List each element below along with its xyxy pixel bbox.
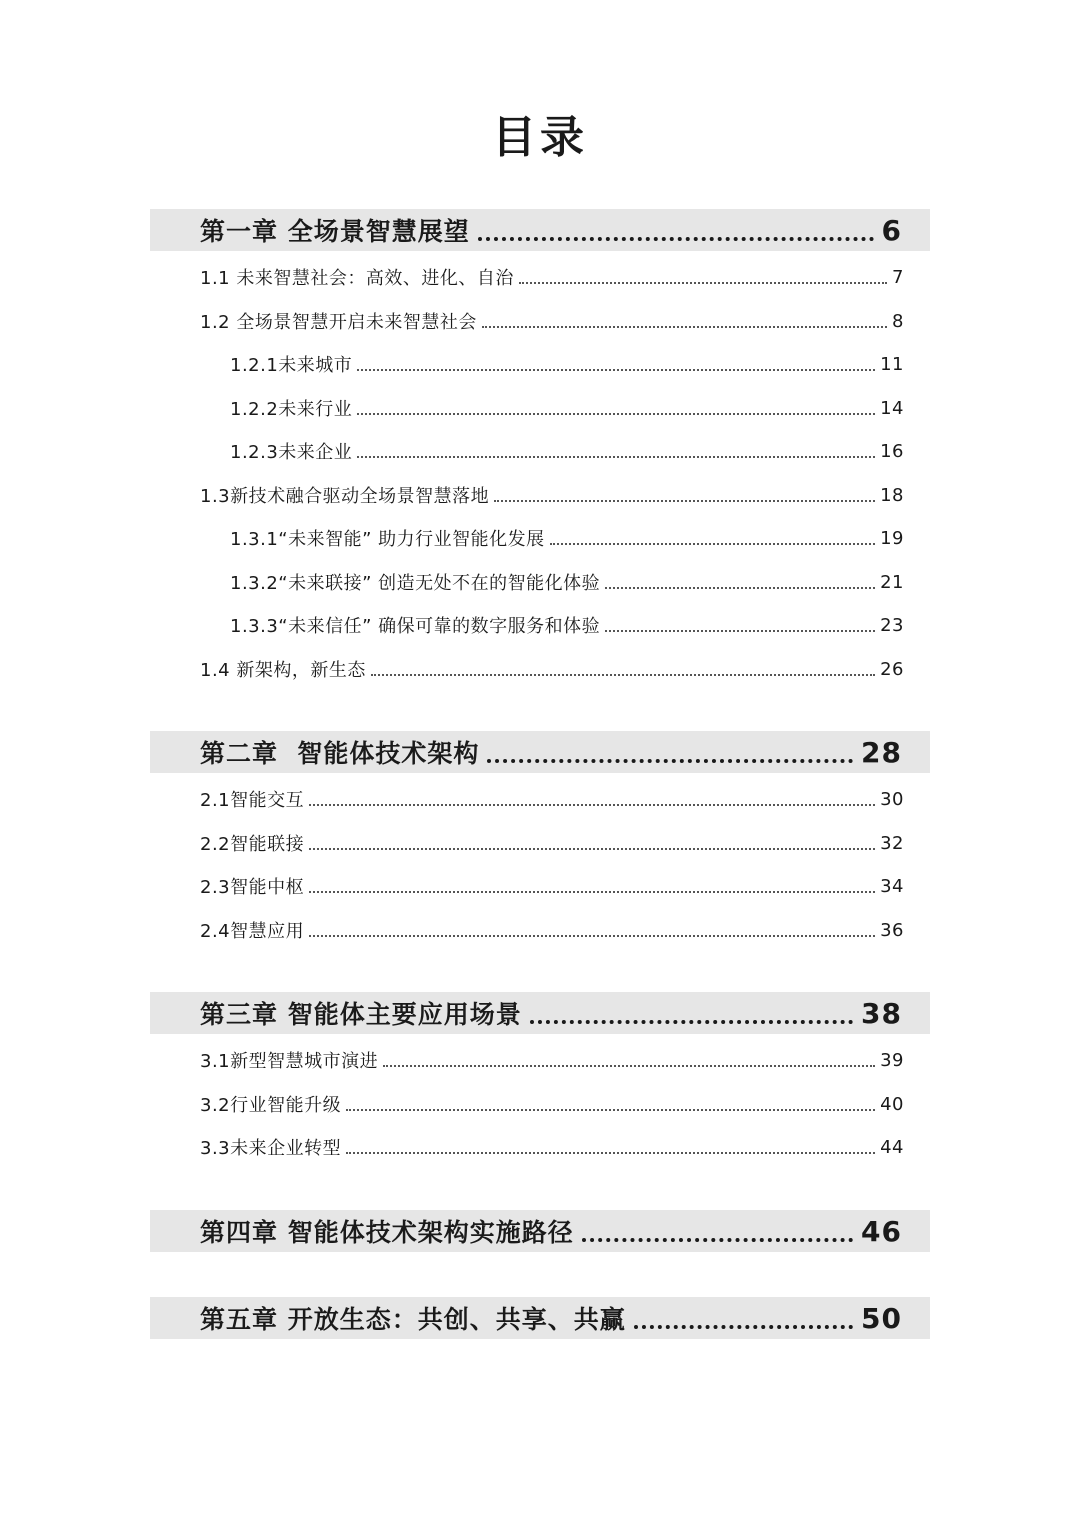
toc-entry-label: 1.2 全场景智慧开启未来智慧社会 bbox=[200, 312, 477, 333]
toc-entry-page: 18 bbox=[880, 484, 904, 506]
chapter-title: 第四章 智能体技术架构实施路径 bbox=[200, 1218, 574, 1247]
toc-entry-label: 1.3新技术融合驱动全场景智慧落地 bbox=[200, 486, 490, 507]
toc-entry-label: 1.4 新架构，新生态 bbox=[200, 660, 366, 681]
toc-entry-page: 39 bbox=[880, 1049, 904, 1071]
toc-entry[interactable] bbox=[200, 1089, 904, 1119]
chapter-title: 第三章 智能体主要应用场景 bbox=[200, 1000, 522, 1029]
toc-entry-label: 1.3.2“未来联接” 创造无处不在的智能化体验 bbox=[230, 573, 601, 594]
chapter-heading-4[interactable] bbox=[150, 1210, 930, 1252]
toc-entry-label: 3.3未来企业转型 bbox=[200, 1138, 342, 1159]
toc-entry-label: 1.2.3未来企业 bbox=[230, 442, 353, 463]
toc-entry-label: 1.3.1“未来智能” 助力行业智能化发展 bbox=[230, 529, 545, 550]
dot-leader bbox=[309, 935, 875, 937]
chapter-title: 第一章 全场景智慧展望 bbox=[200, 217, 470, 246]
toc-entry-page: 19 bbox=[880, 527, 904, 549]
dot-leader bbox=[478, 237, 874, 241]
toc-entry-page: 34 bbox=[880, 875, 904, 897]
chapter-page-number: 38 bbox=[861, 996, 902, 1030]
dot-leader bbox=[519, 282, 887, 284]
dot-leader bbox=[309, 891, 875, 893]
toc-entry-page: 30 bbox=[880, 788, 904, 810]
toc-entry-label: 3.1新型智慧城市演进 bbox=[200, 1051, 379, 1072]
chapter-heading-2[interactable] bbox=[150, 731, 930, 773]
toc-entry-page: 8 bbox=[892, 310, 904, 332]
toc-entry-label: 2.2智能联接 bbox=[200, 834, 305, 855]
toc-entry-page: 14 bbox=[880, 397, 904, 419]
toc-entry-label: 1.1 未来智慧社会：高效、进化、自治 bbox=[200, 268, 514, 289]
toc-entry[interactable] bbox=[200, 1045, 904, 1075]
dot-leader bbox=[357, 369, 875, 371]
dot-leader bbox=[346, 1109, 875, 1111]
toc-subentry[interactable] bbox=[230, 610, 904, 640]
toc-entry-label: 1.2.2未来行业 bbox=[230, 399, 353, 420]
page-title: 目录 bbox=[492, 112, 588, 163]
toc-entry-label: 3.2行业智能升级 bbox=[200, 1095, 342, 1116]
toc-entry-page: 23 bbox=[880, 614, 904, 636]
chapter-heading-1[interactable] bbox=[150, 209, 930, 251]
toc-subentry[interactable] bbox=[230, 436, 904, 466]
toc-entry[interactable] bbox=[200, 915, 904, 945]
toc-entry-page: 40 bbox=[880, 1093, 904, 1115]
toc-entry[interactable] bbox=[200, 828, 904, 858]
toc-entry[interactable] bbox=[200, 480, 904, 510]
toc-entry-label: 1.2.1未来城市 bbox=[230, 355, 353, 376]
dot-leader bbox=[582, 1238, 853, 1242]
chapter-page-number: 46 bbox=[861, 1214, 902, 1248]
dot-leader bbox=[530, 1020, 853, 1024]
toc-entry-label: 1.3.3“未来信任” 确保可靠的数字服务和体验 bbox=[230, 616, 601, 637]
toc-entry[interactable] bbox=[200, 306, 904, 336]
dot-leader bbox=[357, 456, 875, 458]
chapter-page-number: 28 bbox=[861, 735, 902, 769]
dot-leader bbox=[309, 848, 875, 850]
dot-leader bbox=[634, 1325, 853, 1329]
dot-leader bbox=[494, 500, 875, 502]
dot-leader bbox=[309, 804, 875, 806]
toc-entry-page: 26 bbox=[880, 658, 904, 680]
dot-leader bbox=[605, 630, 875, 632]
dot-leader bbox=[487, 759, 853, 763]
toc-entry[interactable] bbox=[200, 784, 904, 814]
toc-entry[interactable] bbox=[200, 262, 904, 292]
toc-subentry[interactable] bbox=[230, 567, 904, 597]
toc-entry-page: 32 bbox=[880, 832, 904, 854]
chapter-title: 第二章 智能体技术架构 bbox=[200, 739, 480, 768]
toc-entry-page: 44 bbox=[880, 1136, 904, 1158]
dot-leader bbox=[371, 674, 875, 676]
toc-subentry[interactable] bbox=[230, 523, 904, 553]
toc-entry-page: 11 bbox=[880, 353, 904, 375]
toc-entry-page: 21 bbox=[880, 571, 904, 593]
toc-entry[interactable] bbox=[200, 654, 904, 684]
dot-leader bbox=[357, 413, 875, 415]
toc-entry-page: 36 bbox=[880, 919, 904, 941]
toc-entry[interactable] bbox=[200, 1132, 904, 1162]
toc-subentry[interactable] bbox=[230, 393, 904, 423]
dot-leader bbox=[383, 1065, 875, 1067]
dot-leader bbox=[605, 587, 875, 589]
toc-entry-page: 16 bbox=[880, 440, 904, 462]
toc-entry-label: 2.3智能中枢 bbox=[200, 877, 305, 898]
dot-leader bbox=[346, 1152, 875, 1154]
dot-leader bbox=[482, 326, 887, 328]
toc-entry-label: 2.4智慧应用 bbox=[200, 921, 305, 942]
toc-entry-label: 2.1智能交互 bbox=[200, 790, 305, 811]
toc-subentry[interactable] bbox=[230, 349, 904, 379]
chapter-heading-3[interactable] bbox=[150, 992, 930, 1034]
chapter-title: 第五章 开放生态：共创、共享、共赢 bbox=[200, 1305, 626, 1334]
chapter-page-number: 6 bbox=[881, 213, 902, 247]
dot-leader bbox=[550, 543, 875, 545]
chapter-heading-5[interactable] bbox=[150, 1297, 930, 1339]
toc-entry-page: 7 bbox=[892, 266, 904, 288]
chapter-page-number: 50 bbox=[861, 1301, 902, 1335]
toc-entry[interactable] bbox=[200, 871, 904, 901]
